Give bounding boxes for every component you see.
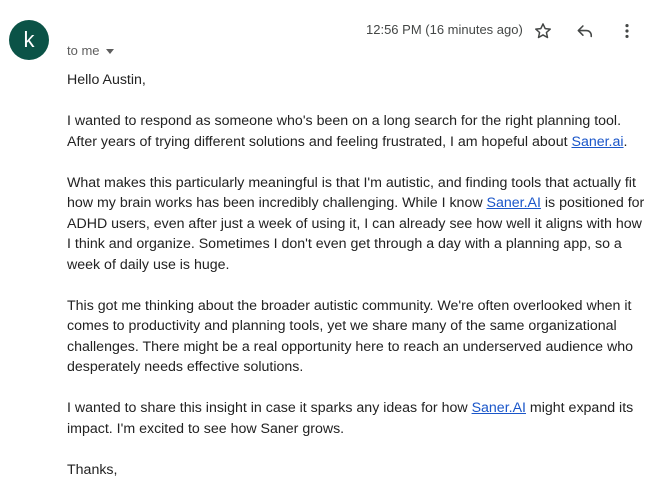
recipient-label: to me (67, 43, 100, 58)
saner-link-2[interactable]: Saner.AI (486, 195, 541, 211)
signoff: Thanks, (67, 461, 118, 478)
paragraph-2-text-after: is positioned for ADHD users, even after just a week of using it, I can already see how well it aligns with how I think and organize. Sometimes I don't even get through a day with a planning app, so a week of daily use is huge. (67, 195, 645, 273)
paragraph-4 (67, 398, 647, 439)
more-vert-icon (617, 21, 637, 41)
star-icon (533, 21, 553, 41)
paragraph-1-text-before: I wanted to respond as someone who's been on a long search for the right planning tool. After years of trying different solutions and feeling frustrated, I am hopeful about (67, 113, 622, 150)
recipient-details-toggle[interactable] (67, 43, 114, 58)
star-button[interactable] (530, 18, 556, 44)
message-timestamp: 12:56 PM (16 minutes ago) (366, 22, 523, 37)
saner-link-3[interactable]: Saner.AI (471, 400, 526, 416)
paragraph-4-text-after: might expand its impact. I'm excited to see how Saner grows. (67, 400, 634, 437)
greeting: Hello Austin, (67, 72, 146, 88)
paragraph-2 (67, 173, 647, 276)
paragraph-2-text-before: What makes this particularly meaningful is that I'm autistic, and finding tools that actually fit how my brain works has been incredibly challenging. While I know (67, 174, 636, 211)
more-options-button[interactable] (614, 18, 640, 44)
avatar-letter: k (23, 27, 35, 52)
reply-icon (575, 21, 595, 41)
caret-down-icon (106, 49, 114, 54)
message-body (67, 70, 647, 501)
saner-link-1[interactable]: Saner.ai (571, 133, 624, 150)
reply-button[interactable] (572, 18, 598, 44)
paragraph-4-text-before: I wanted to share this insight in case it sparks any ideas for how (67, 400, 472, 416)
paragraph-3: This got me thinking about the broader autistic community. We're often overlooked when it comes to productivity and planning tools, yet we share many of the same organizational challenges. There might be a real opportunity here to reach an underserved audience who desperately needs effective solutions. (67, 297, 634, 375)
sender-avatar[interactable] (9, 20, 49, 60)
paragraph-1-text-after: . (623, 133, 628, 150)
paragraph-1 (67, 111, 647, 152)
